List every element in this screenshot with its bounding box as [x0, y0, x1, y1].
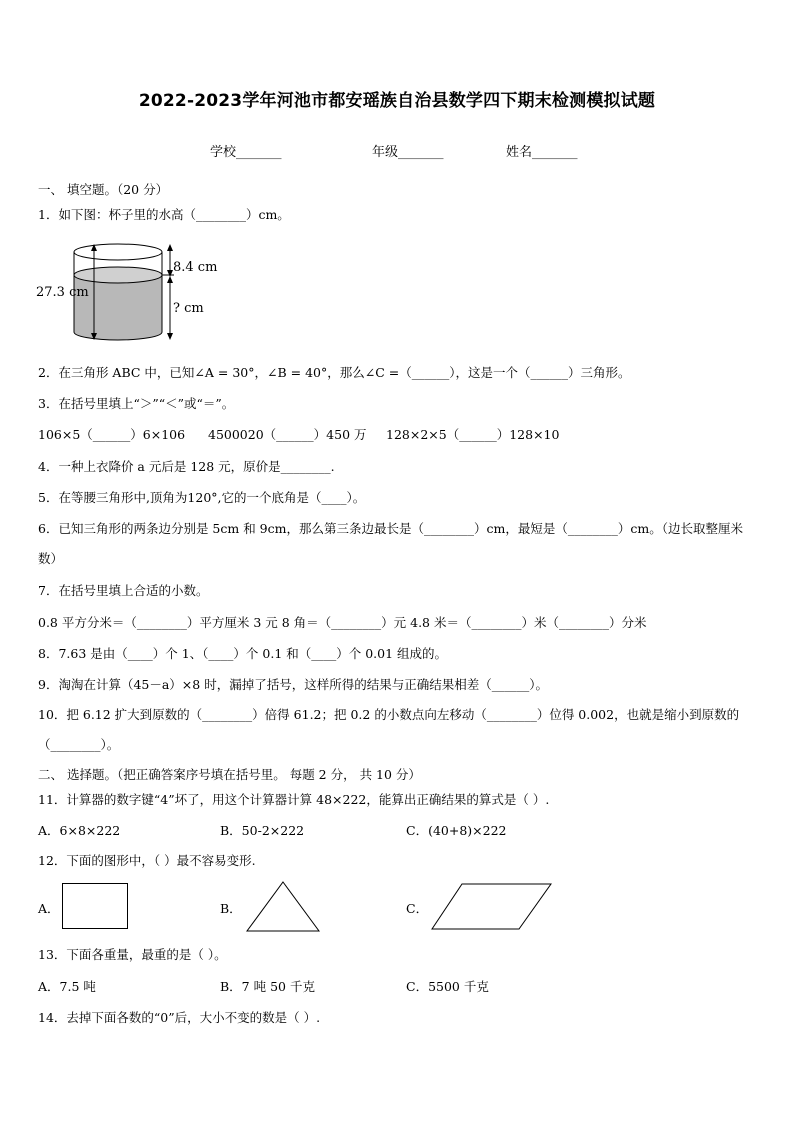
- question-2: 2．在三角形 ABC 中，已知∠A = 30°，∠B = 40°，那么∠C =（______），这是一个（______）三角形。: [38, 365, 631, 380]
- water-height-label: ? cm: [173, 301, 204, 316]
- empty-height-label: 8.4 cm: [173, 260, 218, 275]
- question-3: 3．在括号里填上“＞”“＜”或“＝”。: [38, 396, 235, 411]
- question-12: 12．下面的图形中，（ ）最不容易变形.: [38, 853, 256, 868]
- question-5: 5．在等腰三角形中,顶角为120°,它的一个底角是（____）。: [38, 490, 366, 505]
- water-surface: [74, 267, 162, 283]
- question-10: 10．把 6.12 扩大到原数的（________）倍得 61.2；把 0.2 的小数点向左移动（________）位得 0.002，也就是缩小到原数的（________）。: [38, 707, 740, 752]
- question-6: 6．已知三角形的两条边分别是 5cm 和 9cm，那么第三条边最长是（________）cm，最短是（________）cm。（边长取整厘米数）: [38, 521, 743, 566]
- grade-field: 年级_______: [372, 145, 444, 160]
- q3-item: 4500020（______）450 万: [208, 427, 367, 442]
- q11-option-b: B．50-2×222: [220, 823, 305, 838]
- arrow-head-icon: [167, 244, 173, 251]
- triangle-shape: [244, 880, 322, 934]
- q3-item: 128×2×5（______）128×10: [386, 427, 560, 442]
- name-field: 姓名_______: [506, 145, 578, 160]
- q13-option-b: B．7 吨 50 千克: [220, 979, 315, 994]
- question-11: 11．计算器的数字键“4”坏了，用这个计算器计算 48×222，能算出正确结果的算式是（ ）.: [38, 792, 550, 807]
- q12-option-a: A．: [38, 901, 60, 916]
- triangle-outline: [247, 882, 319, 931]
- q3-item: 106×5（______）6×106: [38, 427, 186, 442]
- parallelogram-shape: [430, 882, 554, 932]
- school-field: 学校_______: [210, 145, 282, 160]
- question-1: 1．如下图：杯子里的水高（________）cm。: [38, 207, 290, 222]
- parallelogram-outline: [432, 884, 551, 929]
- q12-option-c: C．: [406, 901, 429, 916]
- q13-option-c: C．5500 千克: [406, 979, 489, 994]
- arrow-head-icon: [167, 276, 173, 283]
- question-7: 7．在括号里填上合适的小数。: [38, 583, 209, 598]
- cup-rim: [74, 244, 162, 260]
- question-9: 9．淘淘在计算（45－a）×8 时，漏掉了括号，这样所得的结果与正确结果相差（______）。: [38, 677, 548, 692]
- q13-option-a: A．7.5 吨: [38, 979, 96, 994]
- section1-heading: 一、 填空题。（20 分）: [38, 182, 169, 197]
- section2-heading: 二、 选择题。（把正确答案序号填在括号里。 每题 2 分， 共 10 分）: [38, 767, 421, 782]
- cup-figure: [34, 240, 234, 346]
- q7-items: 0.8 平方分米＝（________）平方厘米 3 元 8 角＝（________）元 4.8 米＝（________）米（________）分米: [38, 615, 647, 630]
- page-title: 2022-2023学年河池市都安瑶族自治县数学四下期末检测模拟试题: [138, 91, 656, 111]
- arrow-head-icon: [167, 333, 173, 340]
- question-8: 8．7.63 是由（____）个 1、（____）个 0.1 和（____）个 0.01 组成的。: [38, 646, 448, 661]
- q12-option-b: B．: [220, 901, 242, 916]
- question-4: 4．一种上衣降价 a 元后是 128 元，原价是________.: [38, 459, 335, 474]
- q11-option-a: A．6×8×222: [38, 823, 121, 838]
- question-14: 14．去掉下面各数的“0”后，大小不变的数是（ ）.: [38, 1010, 321, 1025]
- question-13: 13．下面各重量，最重的是（ ）。: [38, 947, 227, 962]
- rectangle-shape: [62, 883, 128, 929]
- total-height-label: 27.3 cm: [36, 285, 89, 300]
- q11-option-c: C．(40+8)×222: [406, 823, 507, 838]
